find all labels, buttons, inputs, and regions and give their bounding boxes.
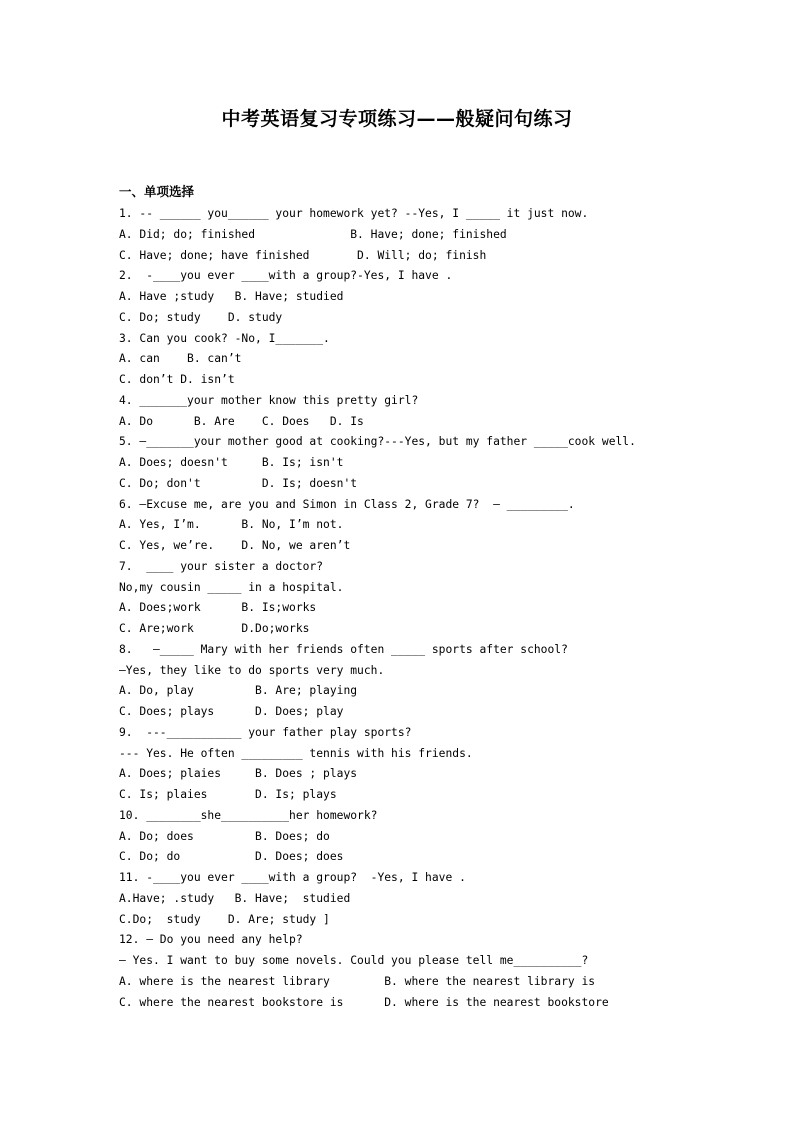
text-line: 2. -____you ever ____with a group?-Yes, I have . bbox=[119, 269, 453, 283]
text-line: A. Does; plaies B. Does ; plays bbox=[119, 767, 358, 781]
text-line: 8. —_____ Mary with her friends often _____ sports after school? bbox=[119, 642, 568, 656]
text-line: A. Does;work B. Is;works bbox=[119, 601, 317, 615]
text-line: C. Do; study D. study bbox=[119, 310, 283, 324]
text-line: --- Yes. He often _________ tennis with his friends. bbox=[119, 746, 473, 760]
text-line: 11. -____you ever ____with a group? -Yes, I have . bbox=[119, 871, 466, 884]
text-line: —Yes, they like to do sports very much. bbox=[119, 663, 385, 677]
text-line: A. Did; do; finished B. Have; done; finished bbox=[119, 227, 507, 241]
text-line: A.Have; .study B. Have; studied bbox=[119, 891, 351, 905]
text-line: — Yes. I want to buy some novels. Could you please tell me__________? bbox=[119, 954, 589, 967]
text-line: A. Yes, I’m. B. No, I’m not. bbox=[119, 518, 344, 532]
text-line: C. Do; do D. Does; does bbox=[119, 850, 344, 864]
text-line: A. where is the nearest library B. where the nearest library is bbox=[119, 974, 596, 988]
text-line: A. Does; doesn't B. Is; isn't bbox=[119, 456, 344, 469]
text-line: C. Yes, we’re. D. No, we aren’t bbox=[119, 539, 351, 552]
text-line: C. Do; don't D. Is; doesn't bbox=[119, 476, 358, 490]
text-line: C. Have; done; have finished D. Will; do; finish bbox=[119, 248, 487, 262]
document-title: 中考英语复习专项练习——般疑问句练习 bbox=[221, 108, 573, 130]
text-line: A. Do, play B. Are; playing bbox=[119, 684, 358, 698]
text-line: 5. —_______your mother good at cooking?---Yes, but my father _____cook well. bbox=[119, 435, 636, 449]
text-line: C. Is; plaies D. Is; plays bbox=[119, 788, 337, 801]
text-line: 9. ---___________ your father play sports? bbox=[119, 725, 412, 739]
text-line: C. Are;work D.Do;works bbox=[119, 622, 310, 635]
text-line: No,my cousin _____ in a hospital. bbox=[119, 580, 344, 594]
text-line: C. don’t D. isn’t bbox=[119, 373, 235, 386]
question-list bbox=[119, 204, 779, 1013]
text-line: 7. ____ your sister a doctor? bbox=[119, 559, 324, 573]
text-line: 3. Can you cook? -No, I_______. bbox=[119, 331, 330, 345]
text-line: A. Have ;study B. Have; studied bbox=[119, 290, 344, 303]
text-line: C.Do; study D. Are; study ] bbox=[119, 912, 330, 926]
text-line: C. Does; plays D. Does; play bbox=[119, 705, 344, 718]
text-line: 1. -- ______ you______ your homework yet? --Yes, I _____ it just now. bbox=[119, 207, 589, 220]
text-line: 12. — Do you need any help? bbox=[119, 933, 303, 947]
text-line: A. Do B. Are C. Does D. Is bbox=[119, 414, 364, 428]
text-line: A. Do; does B. Does; do bbox=[119, 829, 330, 843]
section-heading: 一、单项选择 bbox=[119, 184, 195, 199]
text-line: 6. —Excuse me, are you and Simon in Class 2, Grade 7? — _________. bbox=[119, 497, 575, 511]
text-line: C. where the nearest bookstore is D. where is the nearest bookstore bbox=[119, 995, 609, 1009]
text-line: 4. _______your mother know this pretty girl? bbox=[119, 393, 419, 407]
text-line: 10. ________she__________her homework? bbox=[119, 808, 378, 822]
text-line: A. can B. can’t bbox=[119, 352, 242, 366]
